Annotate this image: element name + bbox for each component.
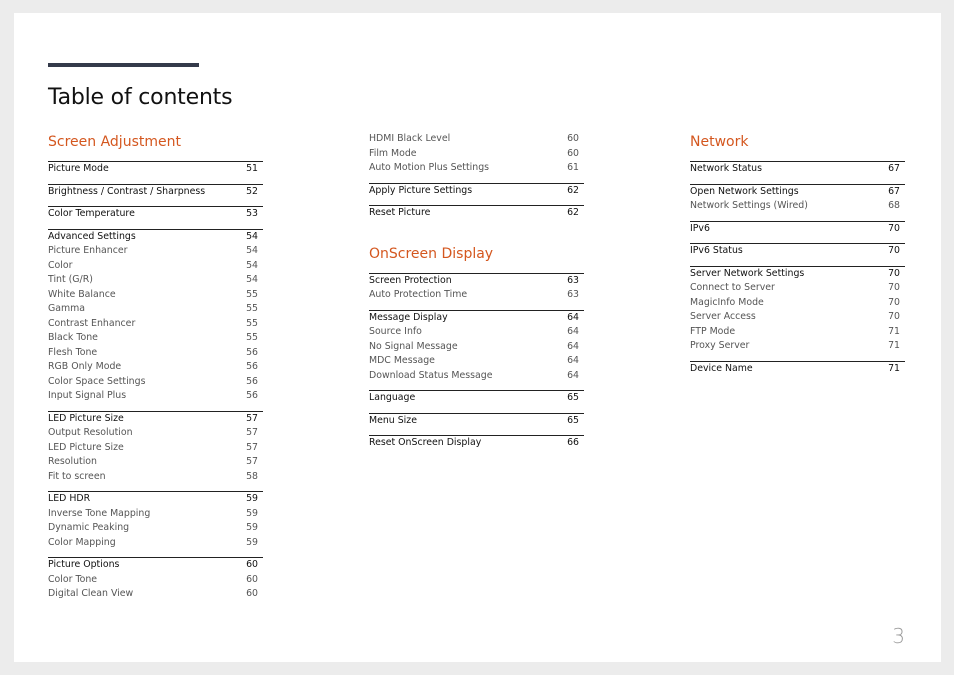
toc-entry-page: 60 [567, 133, 579, 144]
toc-entry-page: 56 [246, 375, 258, 387]
section-title: Screen Adjustment [48, 134, 181, 150]
toc-entry-page: 60 [246, 588, 258, 599]
toc-entry-page: 59 [246, 536, 258, 548]
toc-entry[interactable] [690, 267, 905, 282]
toc-entry-label: Output Resolution [48, 427, 133, 438]
toc-entry-page: 67 [888, 185, 900, 197]
toc-entry[interactable] [48, 375, 263, 390]
toc-entry[interactable] [48, 302, 263, 317]
toc-entry-label: Download Status Message [369, 369, 493, 381]
toc-entry-label: No Signal Message [369, 340, 458, 352]
toc-entry-label: MDC Message [369, 355, 435, 366]
section-title: OnScreen Display [369, 245, 494, 262]
toc-group [48, 229, 263, 404]
page-number: 3 [892, 624, 905, 648]
toc-entry[interactable] [369, 288, 584, 303]
toc-entry-label: Dynamic Peaking [48, 522, 130, 533]
toc-entry-label: Network Status [690, 163, 762, 174]
toc-entry-page: 61 [567, 162, 579, 173]
toc-entry-page: 55 [246, 288, 258, 300]
document-page [14, 13, 941, 662]
toc-entry-page: 59 [246, 493, 258, 504]
toc-entry-label: White Balance [48, 288, 116, 300]
toc-entry-label: LED Picture Size [48, 412, 124, 424]
toc-group [369, 273, 584, 303]
toc-entry-label: Inverse Tone Mapping [48, 507, 151, 519]
toc-entry-page: 62 [567, 207, 579, 218]
toc-entry[interactable] [690, 310, 905, 325]
toc-entry-label: Film Mode [369, 147, 417, 159]
toc-section [690, 131, 905, 376]
toc-entry-page: 70 [888, 311, 900, 322]
toc-entry[interactable] [48, 185, 263, 200]
toc-entry[interactable] [369, 311, 584, 326]
toc-entry[interactable] [690, 222, 905, 237]
toc-entry[interactable] [48, 162, 263, 177]
toc-entry-label: Gamma [48, 303, 86, 314]
toc-group [369, 205, 584, 221]
toc-entry-page: 70 [888, 222, 900, 234]
toc-entry-label: RGB Only Mode [48, 361, 122, 372]
toc-entry-page: 57 [246, 427, 258, 438]
toc-group [690, 161, 905, 177]
toc-group [48, 184, 263, 200]
toc-section [369, 243, 584, 451]
toc-group [369, 390, 584, 406]
toc-entry-label: Screen Protection [369, 274, 452, 286]
toc-entry-label: Proxy Server [690, 340, 750, 351]
toc-entry-label: Input Signal Plus [48, 390, 127, 401]
toc-entry[interactable] [690, 362, 905, 377]
toc-entry-label: LED HDR [48, 493, 91, 504]
toc-entry-page: 70 [888, 296, 900, 308]
toc-entry-label: Message Display [369, 311, 448, 323]
toc-entry-label: IPv6 [690, 222, 710, 234]
toc-entry-label: MagicInfo Mode [690, 296, 764, 308]
toc-entry[interactable] [369, 340, 584, 355]
toc-entry-page: 71 [888, 362, 900, 374]
toc-entry[interactable] [369, 325, 584, 340]
toc-entry-label: Picture Enhancer [48, 245, 128, 256]
toc-entry-label: Resolution [48, 456, 97, 467]
toc-group [690, 221, 905, 237]
toc-entry[interactable] [369, 206, 584, 221]
toc-entry[interactable] [48, 273, 263, 288]
toc-group [690, 184, 905, 214]
toc-group [690, 361, 905, 377]
toc-entry-label: Device Name [690, 362, 753, 374]
toc-entry-label: Source Info [369, 326, 422, 337]
toc-entry[interactable] [48, 389, 263, 404]
toc-entry-label: Picture Options [48, 559, 120, 570]
toc-entry-label: IPv6 Status [690, 245, 743, 256]
toc-entry-page: 59 [246, 522, 258, 533]
toc-entry-page: 59 [246, 507, 258, 519]
toc-entry-label: Language [369, 392, 416, 403]
toc-entry[interactable] [48, 492, 263, 507]
toc-entry[interactable] [48, 507, 263, 522]
toc-entry[interactable] [369, 147, 584, 162]
toc-entry[interactable] [369, 354, 584, 369]
toc-entry-label: Color [48, 259, 73, 271]
toc-entry[interactable] [48, 317, 263, 332]
toc-entry[interactable] [690, 325, 905, 340]
toc-entry-label: Fit to screen [48, 470, 106, 482]
toc-entry-page: 63 [567, 289, 579, 300]
toc-entry[interactable] [48, 244, 263, 259]
toc-entry-label: Color Mapping [48, 536, 116, 548]
toc-entry-page: 66 [567, 437, 579, 448]
toc-entry[interactable] [48, 470, 263, 485]
toc-entry-page: 57 [246, 456, 258, 467]
toc-group [48, 411, 263, 485]
toc-group [48, 557, 263, 602]
toc-entry-label: Color Tone [48, 573, 98, 585]
toc-entry-page: 54 [246, 230, 258, 242]
toc-entry[interactable] [690, 199, 905, 214]
toc-group [690, 266, 905, 354]
toc-entry-label: Advanced Settings [48, 230, 136, 242]
toc-group [48, 491, 263, 550]
toc-entry-page: 55 [246, 317, 258, 329]
toc-entry-page: 54 [246, 259, 258, 271]
toc-entry-page: 56 [246, 390, 258, 401]
toc-entry[interactable] [690, 162, 905, 177]
toc-entry-label: Connect to Server [690, 282, 775, 293]
toc-entry-label: Server Access [690, 311, 756, 322]
toc-entry[interactable] [690, 296, 905, 311]
toc-entry[interactable] [48, 412, 263, 427]
toc-entry-page: 63 [567, 274, 579, 286]
toc-entry-label: Auto Protection Time [369, 289, 468, 300]
toc-entry-page: 57 [246, 441, 258, 453]
toc-entry-page: 64 [567, 355, 579, 366]
toc-entry-page: 60 [246, 559, 258, 570]
toc-entry-page: 65 [567, 414, 579, 426]
title-accent-bar [48, 63, 199, 67]
toc-entry-label: Color Temperature [48, 208, 135, 219]
toc-group [369, 132, 584, 176]
toc-entry-page: 68 [888, 200, 900, 211]
toc-entry-label: Color Space Settings [48, 375, 146, 387]
toc-entry-label: Tint (G/R) [48, 274, 93, 285]
toc-entry[interactable] [690, 339, 905, 354]
toc-entry[interactable] [369, 274, 584, 289]
toc-entry-label: Flesh Tone [48, 346, 98, 358]
toc-entry[interactable] [369, 132, 584, 147]
toc-entry-label: Server Network Settings [690, 267, 805, 279]
section-title: Network [690, 134, 749, 150]
toc-entry[interactable] [369, 414, 584, 429]
toc-entry[interactable] [48, 331, 263, 346]
toc-entry-page: 52 [246, 185, 258, 197]
toc-entry-page: 65 [567, 392, 579, 403]
toc-entry[interactable] [48, 521, 263, 536]
toc-entry[interactable] [48, 536, 263, 551]
toc-entry-label: Contrast Enhancer [48, 317, 136, 329]
toc-entry[interactable] [369, 436, 584, 451]
toc-section [369, 132, 584, 221]
toc-entry-page: 64 [567, 326, 579, 337]
toc-entry[interactable] [690, 244, 905, 259]
toc-section [48, 131, 263, 602]
toc-entry-page: 58 [246, 470, 258, 482]
toc-entry-label: Brightness / Contrast / Sharpness [48, 185, 206, 197]
toc-entry-page: 70 [888, 267, 900, 279]
toc-entry-page: 71 [888, 340, 900, 351]
toc-entry[interactable] [690, 185, 905, 200]
toc-entry-page: 56 [246, 361, 258, 372]
toc-entry[interactable] [48, 346, 263, 361]
toc-entry-label: Black Tone [48, 332, 98, 343]
toc-group [369, 183, 584, 199]
toc-entry[interactable] [48, 230, 263, 245]
toc-entry[interactable] [369, 184, 584, 199]
toc-entry-page: 54 [246, 245, 258, 256]
toc-entry-label: Menu Size [369, 414, 417, 426]
toc-entry-page: 71 [888, 325, 900, 337]
toc-entry[interactable] [48, 426, 263, 441]
toc-entry-label: FTP Mode [690, 325, 736, 337]
toc-entry-page: 64 [567, 369, 579, 381]
toc-entry-page: 67 [888, 163, 900, 174]
toc-entry-label: Digital Clean View [48, 588, 134, 599]
toc-entry-label: Network Settings (Wired) [690, 200, 808, 211]
toc-column-3 [690, 131, 905, 383]
toc-entry[interactable] [48, 360, 263, 375]
toc-entry[interactable] [369, 161, 584, 176]
toc-entry-label: Auto Motion Plus Settings [369, 162, 490, 173]
toc-entry-label: Picture Mode [48, 163, 109, 174]
toc-entry[interactable] [48, 573, 263, 588]
toc-group [48, 161, 263, 177]
toc-column-2 [369, 132, 584, 458]
toc-column-1 [48, 131, 263, 609]
toc-entry[interactable] [48, 558, 263, 573]
toc-entry[interactable] [48, 441, 263, 456]
toc-entry[interactable] [369, 391, 584, 406]
toc-entry-page: 70 [888, 282, 900, 293]
toc-entry-page: 54 [246, 274, 258, 285]
toc-entry-page: 55 [246, 332, 258, 343]
toc-group [690, 243, 905, 259]
toc-entry[interactable] [48, 259, 263, 274]
toc-entry-label: Reset OnScreen Display [369, 437, 482, 448]
toc-entry-page: 60 [567, 147, 579, 159]
toc-entry[interactable] [48, 288, 263, 303]
toc-group [369, 413, 584, 429]
toc-entry-label: Open Network Settings [690, 185, 799, 197]
toc-entry-page: 60 [246, 573, 258, 585]
toc-entry-page: 64 [567, 340, 579, 352]
toc-entry-label: Apply Picture Settings [369, 184, 473, 196]
toc-entry-page: 51 [246, 163, 258, 174]
toc-entry[interactable] [369, 369, 584, 384]
toc-group [48, 206, 263, 222]
toc-entry-page: 55 [246, 303, 258, 314]
toc-entry-page: 70 [888, 245, 900, 256]
toc-entry[interactable] [690, 281, 905, 296]
toc-entry-label: Reset Picture [369, 207, 431, 218]
page-title: Table of contents [48, 85, 233, 110]
toc-entry-page: 56 [246, 346, 258, 358]
toc-entry[interactable] [48, 207, 263, 222]
toc-entry[interactable] [48, 587, 263, 602]
toc-entry-page: 64 [567, 311, 579, 323]
toc-entry-label: HDMI Black Level [369, 133, 451, 144]
toc-entry-page: 53 [246, 208, 258, 219]
toc-group [369, 435, 584, 451]
toc-group [369, 310, 584, 384]
toc-entry-page: 57 [246, 412, 258, 424]
toc-entry-page: 62 [567, 184, 579, 196]
toc-entry[interactable] [48, 455, 263, 470]
toc-entry-label: LED Picture Size [48, 441, 124, 453]
